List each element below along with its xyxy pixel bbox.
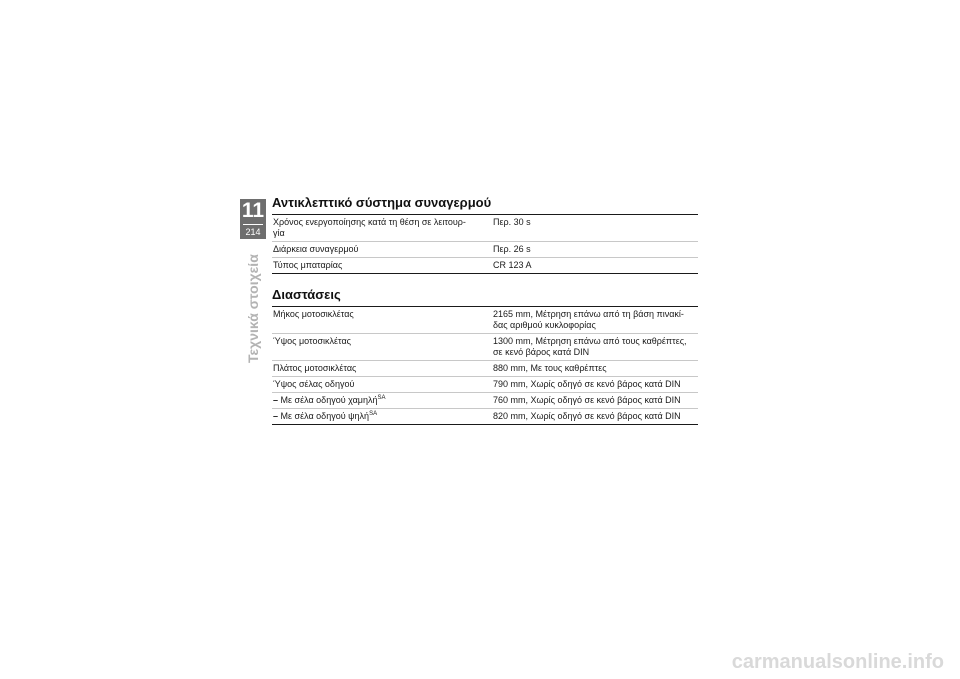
spec-label: Χρόνος ενεργοποίησης κατά τη θέση σε λειτουρ- γία bbox=[273, 217, 466, 238]
spec-value: Περ. 30 s bbox=[493, 217, 531, 227]
page-number: 214 bbox=[245, 227, 261, 237]
chapter-divider bbox=[243, 224, 263, 225]
sub-item-dash: – bbox=[273, 395, 279, 405]
sub-item-label: Με σέλα οδηγού χαμηλή bbox=[280, 395, 378, 405]
chapter-title-vertical: Τεχνικά στοιχεία bbox=[245, 254, 261, 363]
spec-value: 2165 mm, Μέτρηση επάνω από τη βάση πινακί- δας αριθμού κυκλοφορίας bbox=[493, 309, 684, 330]
chapter-badge bbox=[240, 199, 266, 239]
sub-item-dash: – bbox=[273, 411, 279, 421]
table-row bbox=[272, 215, 698, 242]
spec-label: Διάρκεια συναγερμού bbox=[272, 242, 492, 258]
table-row bbox=[272, 334, 698, 361]
table-row bbox=[272, 361, 698, 377]
spec-label: Μήκος μοτοσικλέτας bbox=[273, 309, 354, 319]
spec-label: Ύψος μοτοσικλέτας bbox=[272, 334, 492, 361]
spec-value: 880 mm, Με τους καθρέπτες bbox=[492, 361, 698, 377]
page-content bbox=[272, 194, 698, 425]
chapter-number: 11 bbox=[241, 199, 265, 222]
table-row bbox=[272, 409, 698, 425]
sub-item-label: Με σέλα οδηγού ψηλή bbox=[280, 411, 370, 421]
spec-label: Ύψος σέλας οδηγού bbox=[272, 377, 492, 393]
table-row bbox=[272, 377, 698, 393]
spec-value: 760 mm, Χωρίς οδηγό σε κενό βάρος κατά DIN bbox=[492, 393, 698, 409]
spec-label bbox=[272, 393, 492, 409]
table-row bbox=[272, 258, 698, 274]
section-gap bbox=[272, 274, 698, 286]
dimensions-spec-table bbox=[272, 306, 698, 425]
table-row bbox=[272, 307, 698, 334]
option-note-superscript: SA bbox=[369, 411, 378, 417]
spec-label: Τύπος μπαταρίας bbox=[272, 258, 492, 274]
section-title-alarm: Αντικλεπτικό σύστημα συναγερμού bbox=[272, 195, 492, 210]
spec-value: 790 mm, Χωρίς οδηγό σε κενό βάρος κατά DIN bbox=[492, 377, 698, 393]
table-row bbox=[272, 393, 698, 409]
alarm-spec-table bbox=[272, 214, 698, 274]
watermark: carmanualsonline.info bbox=[731, 651, 944, 673]
spec-value: 820 mm, Χωρίς οδηγό σε κενό βάρος κατά DIN bbox=[492, 409, 698, 425]
spec-value: 1300 mm, Μέτρηση επάνω από τους καθρέπτες, σε κενό βάρος κατά DIN bbox=[492, 334, 698, 361]
table-row bbox=[272, 242, 698, 258]
spec-value: Περ. 26 s bbox=[492, 242, 698, 258]
section-title-dimensions: Διαστάσεις bbox=[272, 287, 341, 302]
spec-label bbox=[272, 409, 492, 425]
spec-label: Πλάτος μοτοσικλέτας bbox=[272, 361, 492, 377]
option-note-superscript: SA bbox=[377, 395, 386, 401]
spec-value: CR 123 A bbox=[492, 258, 698, 274]
